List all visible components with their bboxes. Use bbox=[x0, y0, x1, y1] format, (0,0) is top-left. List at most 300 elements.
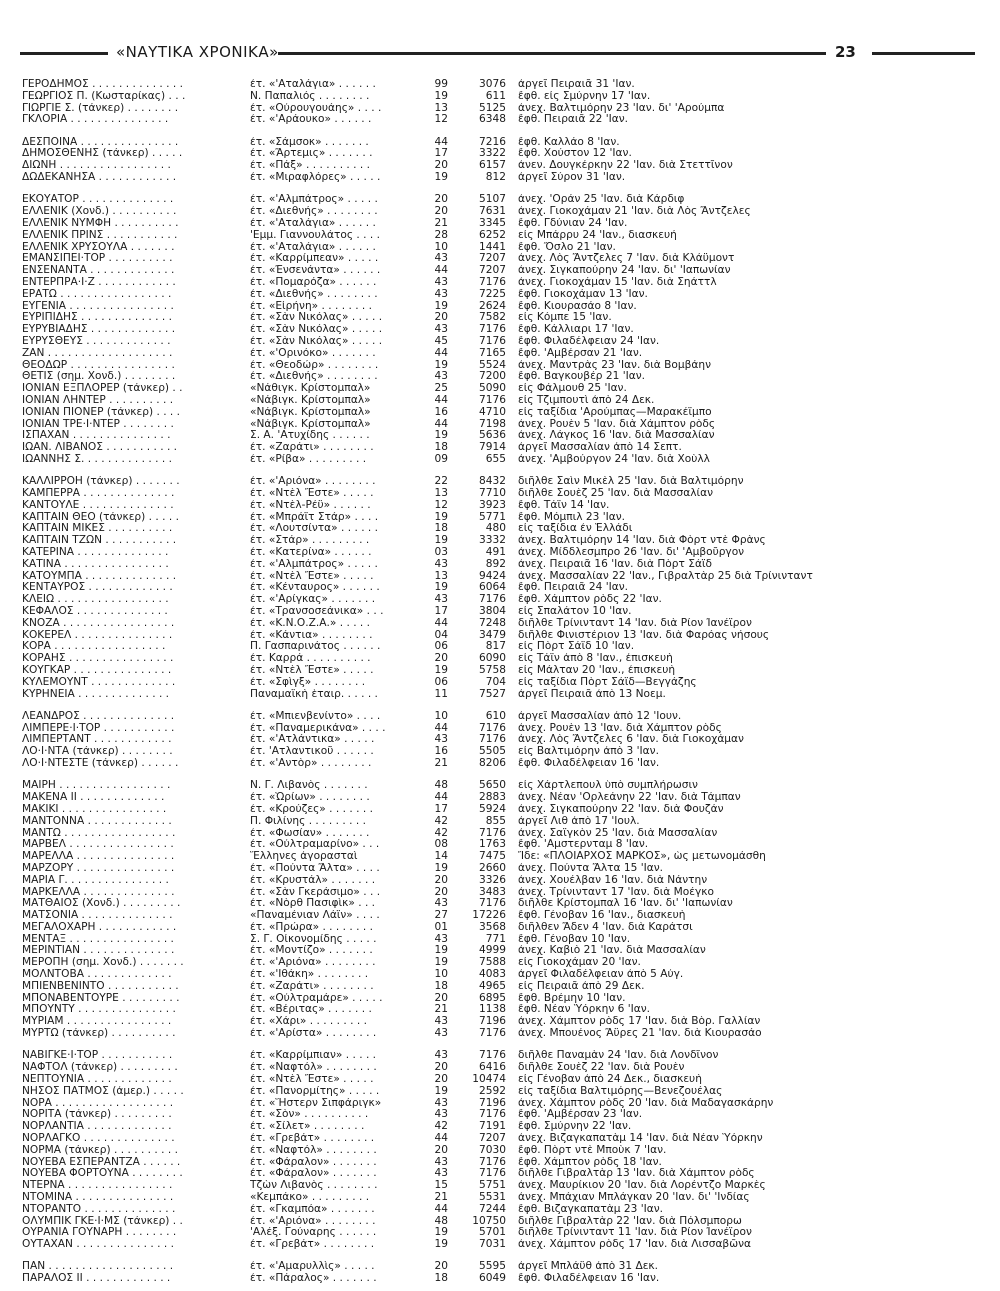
ship-owner: Τζὼν Λιβανὸς . . . . . . . . bbox=[250, 1180, 378, 1192]
ship-position: εἰς Πὸρτ Σάϊδ 10 'Ιαν. bbox=[518, 641, 635, 653]
ship-built-year: 13 bbox=[434, 570, 448, 582]
table-row bbox=[22, 535, 982, 547]
ship-built-year: 19 bbox=[434, 172, 448, 184]
ship-built-year: 04 bbox=[434, 629, 448, 641]
ship-position: ἀνεχ. Πειραιᾶ 16 'Ιαν. διὰ Πὸρτ Σάϊδ bbox=[518, 558, 712, 570]
ship-built-year: 19 bbox=[434, 300, 448, 312]
ship-name: ΘΕΟΔΩΡ . . . . . . . . . . . . . . . . bbox=[22, 359, 175, 371]
ship-tonnage: 3345 bbox=[479, 217, 506, 229]
table-row bbox=[22, 922, 982, 934]
ship-tonnage: 7165 bbox=[479, 347, 506, 359]
ship-name: ΔΙΩΝΗ . . . . . . . . . . . . . . . . . bbox=[22, 160, 171, 172]
ship-position: διῆλθε Τρίνινταντ 14 'Ιαν. διὰ Ρίον Ἰανέϊρον bbox=[518, 617, 752, 629]
ship-built-year: 44 bbox=[434, 1203, 448, 1215]
ship-name: ΝΗΣΟΣ ΠΑΤΜΟΣ (ἀμερ.) . . . . . bbox=[22, 1085, 184, 1097]
ship-owner: ἐτ. «'Αρίστα» . . . . . . . . bbox=[250, 1028, 377, 1040]
ship-built-year: 43 bbox=[434, 1097, 448, 1109]
ship-tonnage: 5125 bbox=[479, 102, 506, 114]
ship-name: ΝΟΥΕΒΑ ΦΟΡΤΟΥΝΑ . . . . . . . . bbox=[22, 1168, 183, 1180]
table-row bbox=[22, 618, 982, 630]
ship-name: ΚΑΝΤΟΥΛΕ . . . . . . . . . . . . . . bbox=[22, 499, 174, 511]
ship-name: ΚΛΕΙΩ . . . . . . . . . . . . . . . . . bbox=[22, 594, 169, 606]
ship-tonnage: 7176 bbox=[479, 276, 506, 288]
ship-position: ἔφθ. Τάϊν 14 'Ιαν. bbox=[518, 499, 610, 511]
ship-owner: ἐτ. «Ναφτόλ» . . . . . . . . bbox=[250, 1062, 377, 1074]
ship-built-year: 43 bbox=[434, 1016, 448, 1028]
ship-built-year: 20 bbox=[434, 1261, 448, 1273]
ship-name: ΛΟ·Ι·ΝΤΕΣΤΕ (τάνκερ) . . . . . . bbox=[22, 758, 179, 770]
ship-name: ΚΑΠΤΑΙΝ ΤΖΩΝ . . . . . . . . . . . bbox=[22, 535, 177, 547]
ship-tonnage: 892 bbox=[485, 558, 506, 570]
ship-position: διῆλθε Τρίνινταντ 11 'Ιαν. διὰ Ρίον Ἰανέϊρον bbox=[518, 1227, 752, 1239]
ship-built-year: 17 bbox=[434, 148, 448, 160]
table-row bbox=[22, 1086, 982, 1098]
ship-position: ἀνεχ. Χάμπτον ρὸδς 20 'Ιαν. διὰ Μαδαγασκάρην bbox=[518, 1097, 774, 1109]
ship-built-year: 44 bbox=[434, 617, 448, 629]
ship-built-year: 20 bbox=[434, 312, 448, 324]
ship-name: ΜΕΡΙΝΤΙΑΝ . . . . . . . . . . . . . . bbox=[22, 945, 175, 957]
table-row bbox=[22, 289, 982, 301]
table-row bbox=[22, 898, 982, 910]
ship-built-year: 43 bbox=[434, 594, 448, 606]
ship-tonnage: 7196 bbox=[479, 1097, 506, 1109]
group-spacer bbox=[22, 700, 982, 711]
ship-position: ἀνεχ. Μασσαλίαν 22 'Ιαν., Γιβραλτὰρ 25 διὰ Τρίνινταντ bbox=[518, 570, 813, 582]
ship-owner: ἐτ. «Σίλετ» . . . . . . . . bbox=[250, 1121, 365, 1133]
ship-tonnage: 771 bbox=[485, 933, 506, 945]
ship-owner: ἐτ. «Γρεβάτ» . . . . . . . . bbox=[250, 1239, 375, 1251]
ship-tonnage: 3483 bbox=[479, 886, 506, 898]
ship-built-year: 21 bbox=[434, 1004, 448, 1016]
ship-built-year: 43 bbox=[434, 324, 448, 336]
ship-name: ΝΟΡΜΑ (τάνκερ) . . . . . . . . . . bbox=[22, 1144, 178, 1156]
ship-built-year: 27 bbox=[434, 910, 448, 922]
ship-built-year: 14 bbox=[434, 851, 448, 863]
ship-name: ΚΕΝΤΑΥΡΟΣ . . . . . . . . . . . . . bbox=[22, 582, 173, 594]
ship-position: ἀνεχ. Σιγκαπούρην 22 'Ιαν. διὰ Φουζάν bbox=[518, 803, 724, 815]
ship-position: ἔφθ. Βρέμην 10 'Ιαν. bbox=[518, 992, 626, 1004]
ship-built-year: 20 bbox=[434, 874, 448, 886]
table-row bbox=[22, 677, 982, 689]
ship-name: ΜΑΤΘΑΙΟΣ (Χονδ.) . . . . . . . . . bbox=[22, 898, 181, 910]
ship-built-year: 20 bbox=[434, 1062, 448, 1074]
publication-title: «ΝΑΥΤΙΚΑ ΧΡΟΝΙΚΑ» bbox=[116, 43, 279, 61]
ship-position: ἀνεχ. Χάμπτον ρὸδς 17 'Ιαν. διὰ Λισσαβῶνα bbox=[518, 1239, 751, 1251]
ship-position: ἀνεχ. 'Οράν 25 'Ιαν. διὰ Κάρδιφ bbox=[518, 194, 685, 206]
ship-owner: ἐτ. «Μπιενβενίντο» . . . . bbox=[250, 710, 381, 722]
ship-owner: ἐτ. «Ἄρτεμις» . . . . . . . bbox=[250, 148, 373, 160]
ship-owner: ἐτ. «Στάρ» . . . . . . . . . bbox=[250, 535, 370, 547]
ship-owner: ἐτ. «Πρώρα» . . . . . . . . bbox=[250, 921, 373, 933]
ship-built-year: 43 bbox=[434, 898, 448, 910]
table-row bbox=[22, 734, 982, 746]
ship-built-year: 45 bbox=[434, 335, 448, 347]
table-row bbox=[22, 1004, 982, 1016]
ship-built-year: 10 bbox=[434, 710, 448, 722]
ship-built-year: 48 bbox=[434, 1215, 448, 1227]
table-row bbox=[22, 630, 982, 642]
ship-tonnage: 9424 bbox=[479, 570, 506, 582]
ship-owner: ἐτ. «Εἰρήνη» . . . . . . . . bbox=[250, 300, 373, 312]
table-row bbox=[22, 242, 982, 254]
table-row bbox=[22, 828, 982, 840]
ship-position: ἀργεῖ Φιλαδέλφειαν ἀπὸ 5 Αὐγ. bbox=[518, 969, 684, 981]
ship-name: ΝΤΟΡΑΝΤΟ . . . . . . . . . . . . . . bbox=[22, 1203, 176, 1215]
ship-built-year: 43 bbox=[434, 558, 448, 570]
ship-tonnage: 7176 bbox=[479, 1109, 506, 1121]
ship-position: ἀνεχ. Μίδδλεσμπρο 26 'Ιαν. δι' 'Αμβοῦργον bbox=[518, 546, 745, 558]
ship-built-year: 43 bbox=[434, 288, 448, 300]
table-row bbox=[22, 792, 982, 804]
ship-tonnage: 5524 bbox=[479, 359, 506, 371]
table-row bbox=[22, 547, 982, 559]
table-row bbox=[22, 780, 982, 792]
ship-owner: ἐτ. «Ὡρίων» . . . . . . . . bbox=[250, 792, 370, 804]
ship-owner: ἐτ. «Μιραφλόρες» . . . . . bbox=[250, 172, 381, 184]
ship-tonnage: 1138 bbox=[479, 1004, 506, 1016]
ship-name: ΜΠΙΕΝΒΕΝΙΝΤΟ . . . . . . . . . . . bbox=[22, 980, 179, 992]
ship-built-year: 10 bbox=[434, 241, 448, 253]
ship-built-year: 99 bbox=[434, 79, 448, 90]
ship-built-year: 12 bbox=[434, 114, 448, 126]
ship-position: ἔφθ. Νέαν Ὑόρκην 6 'Ιαν. bbox=[518, 1004, 651, 1016]
ship-name: ΜΑΡΙΑ Γ. . . . . . . . . . . . . . . . bbox=[22, 874, 169, 886]
ship-name: ΚΟΥΓΚΑΡ . . . . . . . . . . . . . . . bbox=[22, 664, 172, 676]
ship-name: ΜΑΡΕΛΛΑ . . . . . . . . . . . . . . . bbox=[22, 851, 175, 863]
ship-position: εἰς Γένοβαν ἀπὸ 24 Δεκ., διασκευὴ bbox=[518, 1073, 702, 1085]
ship-tonnage: 7207 bbox=[479, 1132, 506, 1144]
table-row bbox=[22, 582, 982, 594]
ship-owner: ἐτ. «'Αλμπάτρος» . . . . . bbox=[250, 194, 378, 206]
ship-built-year: 19 bbox=[434, 359, 448, 371]
table-row bbox=[22, 910, 982, 922]
ship-owner: ἐτ. «Ντὲλ Ἔστε» . . . . . bbox=[250, 488, 374, 499]
ship-tonnage: 7225 bbox=[479, 288, 506, 300]
ship-position: ἀργεῖ Μασσαλίαν ἀπὸ 12 'Ιουν. bbox=[518, 710, 682, 722]
ship-position: ἀνεχ. Λὸς Ἄντζελες 7 'Ιαν. διὰ Κλάϋμοντ bbox=[518, 253, 735, 265]
table-row bbox=[22, 1028, 982, 1040]
table-row bbox=[22, 230, 982, 242]
ship-name: ΜΑΡΚΕΛΛΑ . . . . . . . . . . . . . . bbox=[22, 886, 175, 898]
table-row bbox=[22, 1261, 982, 1273]
ship-tonnage: 6157 bbox=[479, 160, 506, 172]
ship-owner: ἐτ. «Πάραλος» . . . . . . . bbox=[250, 1273, 377, 1285]
ship-owner: ἐτ. «Διεθνής» . . . . . . . . bbox=[250, 371, 378, 383]
ship-built-year: 43 bbox=[434, 1156, 448, 1168]
ship-tonnage: 8432 bbox=[479, 476, 506, 488]
ship-built-year: 18 bbox=[434, 523, 448, 535]
table-row bbox=[22, 360, 982, 372]
ship-owner: ἐτ. «Πομαρόζα» . . . . . . bbox=[250, 276, 377, 288]
table-row bbox=[22, 348, 982, 360]
ship-built-year: 43 bbox=[434, 933, 448, 945]
ship-built-year: 43 bbox=[434, 253, 448, 265]
ship-built-year: 20 bbox=[434, 1073, 448, 1085]
table-row bbox=[22, 194, 982, 206]
ship-position: ἔφθ. Φιλαδέλφειαν 16 'Ιαν. bbox=[518, 1273, 660, 1285]
ship-built-year: 18 bbox=[434, 442, 448, 454]
ship-owner: 'Εμμ. Γιαννουλάτος . . . . bbox=[250, 229, 381, 241]
ship-position: διῆλθε Παναμὰν 24 'Ιαν. διὰ Λονδῖνον bbox=[518, 1050, 719, 1062]
ship-built-year: 16 bbox=[434, 746, 448, 758]
ship-tonnage: 2592 bbox=[479, 1085, 506, 1097]
ship-built-year: 17 bbox=[434, 605, 448, 617]
ship-tonnage: 2624 bbox=[479, 300, 506, 312]
ship-tonnage: 5751 bbox=[479, 1180, 506, 1192]
ship-position: ἀνεχ. Μαντρὰς 23 'Ιαν. διὰ Βομβάην bbox=[518, 359, 711, 371]
table-row bbox=[22, 1204, 982, 1216]
ship-owner: Σ. Γ. Οἰκονομίδης . . . . . bbox=[250, 933, 377, 945]
ship-tonnage: 7710 bbox=[479, 488, 506, 499]
ship-built-year: 43 bbox=[434, 1168, 448, 1180]
ship-owner: «Νάβιγκ. Κρίστομπαλ» bbox=[250, 406, 371, 418]
ship-owner: ἐτ. «Βέριτας» . . . . . . . bbox=[250, 1004, 372, 1016]
ship-position: διῆλθε Σουὲζ 22 'Ιαν. διὰ Ρουὲν bbox=[518, 1062, 685, 1074]
ship-position: ἔφθ. Πειραιᾶ 22 'Ιαν. bbox=[518, 114, 629, 126]
ship-tonnage: 7588 bbox=[479, 957, 506, 969]
ship-movements-table bbox=[22, 79, 982, 1285]
ship-owner: ἐτ. «Θεοδώρ» . . . . . . . . bbox=[250, 359, 379, 371]
ship-name: ΚΑΤΙΝΑ . . . . . . . . . . . . . . . . bbox=[22, 558, 169, 570]
ship-built-year: 19 bbox=[434, 582, 448, 594]
ship-position: διῆλθε Γιβραλτὰρ 13 'Ιαν. διὰ Χάμπτον ρὸδς bbox=[518, 1168, 755, 1180]
ship-owner: ἐτ. «Ἥστερν Σιπφάριγκ» bbox=[250, 1097, 382, 1109]
table-row bbox=[22, 711, 982, 723]
ship-built-year: 20 bbox=[434, 194, 448, 206]
page-header bbox=[20, 43, 975, 65]
group-spacer bbox=[22, 466, 982, 477]
table-row bbox=[22, 945, 982, 957]
ship-name: ΜΑΚΙΚΙ . . . . . . . . . . . . . . . . bbox=[22, 803, 167, 815]
ship-owner: ἐτ. «Πούντα Ἄλτα» . . . . bbox=[250, 862, 380, 874]
ship-owner: ἐτ. «Οὐρουγουάης» . . . . bbox=[250, 102, 382, 114]
ship-tonnage: 6252 bbox=[479, 229, 506, 241]
ship-owner: ἐτ. Καρρά . . . . . . . . . . bbox=[250, 653, 371, 665]
ship-position: διῆλθε Σουὲζ 25 'Ιαν. διὰ Μασσαλίαν bbox=[518, 488, 714, 499]
ship-tonnage: 5090 bbox=[479, 383, 506, 395]
ship-name: ΚΑΠΤΑΙΝ ΜΙΚΕΣ . . . . . . . . . . bbox=[22, 523, 173, 535]
ship-position: ἔφθ. Γένοβαν 16 'Ιαν., διασκευὴ bbox=[518, 910, 686, 922]
table-row bbox=[22, 1273, 982, 1285]
ship-name: ΔΗΜΟΣΘΕΝΗΣ (τάνκερ) . . . . . bbox=[22, 148, 183, 160]
ship-owner: «Νάθιγκ. Κρίστομπαλ» bbox=[250, 383, 371, 395]
table-row bbox=[22, 1098, 982, 1110]
ship-built-year: 44 bbox=[434, 792, 448, 804]
ship-built-year: 19 bbox=[434, 862, 448, 874]
ship-tonnage: 7198 bbox=[479, 418, 506, 430]
ship-tonnage: 10750 bbox=[472, 1215, 506, 1227]
ship-position: ἔφθ. 'Αμβέρσαν 23 'Ιαν. bbox=[518, 1109, 643, 1121]
ship-tonnage: 5701 bbox=[479, 1227, 506, 1239]
ship-name: ΛΕΑΝΔΡΟΣ . . . . . . . . . . . . . . bbox=[22, 710, 175, 722]
table-row bbox=[22, 653, 982, 665]
ship-name: ΚΑΤΕΡΙΝΑ . . . . . . . . . . . . . . bbox=[22, 546, 169, 558]
table-row bbox=[22, 407, 982, 419]
ship-position: ἔφθ. Χάμπτον ρὸδς 18 'Ιαν. bbox=[518, 1156, 662, 1168]
ship-tonnage: 7176 bbox=[479, 1028, 506, 1040]
ship-owner: ἐτ. «'Αλμπάτρος» . . . . . bbox=[250, 558, 378, 570]
ship-name: ΜΑΡΖΟΡΥ . . . . . . . . . . . . . . . bbox=[22, 862, 175, 874]
ship-name: ΔΕΣΠΟΙΝΑ . . . . . . . . . . . . . . . bbox=[22, 136, 179, 148]
ship-position: ἔφθ. Γιοκοχάμαν 13 'Ιαν. bbox=[518, 288, 648, 300]
ship-built-year: 06 bbox=[434, 641, 448, 653]
ship-owner: ἐτ. «Ντὲλ-Ρέϋ» . . . . . . bbox=[250, 499, 371, 511]
ship-owner: ἐτ. «Ναφτόλ» . . . . . . . . bbox=[250, 1144, 377, 1156]
ship-position: διῆλθεν Ἄδεν 4 'Ιαν. διὰ Καράτσι bbox=[518, 921, 693, 933]
ship-position: ἀνεχ. Γιοκοχάμαν 15 'Ιαν. διὰ Σηάττλ bbox=[518, 276, 717, 288]
ship-name: ΙΟΝΙΑΝ ΠΙΟΝΕΡ (τάνκερ) . . . . bbox=[22, 406, 181, 418]
ship-built-year: 20 bbox=[434, 992, 448, 1004]
ship-name: ΜΑΝΤΟΝΝΑ . . . . . . . . . . . . . bbox=[22, 815, 172, 827]
table-row bbox=[22, 1227, 982, 1239]
ship-name: ΝΟΡΛΑΝΤΙΑ . . . . . . . . . . . . . bbox=[22, 1121, 172, 1133]
table-row bbox=[22, 114, 982, 126]
ship-owner: ἐτ. «'Αριόνα» . . . . . . . . bbox=[250, 476, 376, 488]
ship-name: ΝΟΥΕΒΑ ΕΣΠΕΡΑΝΤΖΑ . . . . . . bbox=[22, 1156, 181, 1168]
group-spacer bbox=[22, 1251, 982, 1262]
table-row bbox=[22, 395, 982, 407]
ship-tonnage: 5505 bbox=[479, 746, 506, 758]
ship-tonnage: 7176 bbox=[479, 1050, 506, 1062]
ship-name: ΝΤΟΜΙΝΑ . . . . . . . . . . . . . . . bbox=[22, 1191, 174, 1203]
table-row bbox=[22, 91, 982, 103]
ship-tonnage: 5636 bbox=[479, 430, 506, 442]
table-row bbox=[22, 887, 982, 899]
ship-name: ΚΑΜΠΕΡΡΑ . . . . . . . . . . . . . . bbox=[22, 488, 175, 499]
header-rule-left bbox=[20, 52, 108, 55]
ship-position: ἀνεχ. Βαλτιμόρην 23 'Ιαν. δι' 'Αρούμπα bbox=[518, 102, 725, 114]
ship-position: ἀνεν. Δουγκέρκην 22 'Ιαν. διὰ Στεττῖνον bbox=[518, 160, 733, 172]
ship-tonnage: 610 bbox=[485, 710, 506, 722]
table-row bbox=[22, 851, 982, 863]
ship-built-year: 44 bbox=[434, 722, 448, 734]
table-row bbox=[22, 689, 982, 701]
ship-built-year: 43 bbox=[434, 1028, 448, 1040]
ship-owner: ἐτ. «Φωσίαν» . . . . . . . bbox=[250, 827, 370, 839]
ship-tonnage: 3479 bbox=[479, 629, 506, 641]
table-row bbox=[22, 1016, 982, 1028]
table-row bbox=[22, 839, 982, 851]
ship-tonnage: 3923 bbox=[479, 499, 506, 511]
ship-tonnage: 7176 bbox=[479, 722, 506, 734]
ship-position: Ἴδε: «ΠΛΟΙΑΡΧΟΣ ΜΑΡΚΟΣ», ὡς μετωνομάσθη bbox=[518, 851, 766, 863]
ship-built-year: 44 bbox=[434, 136, 448, 148]
table-row bbox=[22, 488, 982, 500]
ship-owner: ἐτ. «Διεθνής» . . . . . . . . bbox=[250, 206, 378, 218]
ship-tonnage: 7191 bbox=[479, 1121, 506, 1133]
ship-owner: ἐτ. «Πάξ» . . . . . . . . . . bbox=[250, 160, 371, 172]
table-row bbox=[22, 641, 982, 653]
header-rule-right bbox=[872, 52, 975, 55]
ship-position: ἀνεχ. Λάγκος 16 'Ιαν. διὰ Μασσαλίαν bbox=[518, 430, 715, 442]
ship-name: ΜΑΤΣΟΝΙΑ . . . . . . . . . . . . . . bbox=[22, 910, 173, 922]
ship-built-year: 13 bbox=[434, 488, 448, 499]
ship-position: ἔφθ. Πὸρτ ντὲ Μποὺκ 7 'Ιαν. bbox=[518, 1144, 667, 1156]
table-row bbox=[22, 723, 982, 735]
ship-built-year: 17 bbox=[434, 803, 448, 815]
ship-built-year: 19 bbox=[434, 945, 448, 957]
ship-built-year: 12 bbox=[434, 499, 448, 511]
group-spacer bbox=[22, 1040, 982, 1051]
ship-name: ΙΩΑΝΝΗΣ Σ. . . . . . . . . . . . . . bbox=[22, 453, 172, 465]
ship-built-year: 19 bbox=[434, 664, 448, 676]
ship-owner: ἐτ. «Σὸν» . . . . . . . . . . bbox=[250, 1109, 369, 1121]
ship-owner: ἐτ. «'Αμαρυλλὶς» . . . . . bbox=[250, 1261, 375, 1273]
ship-owner: ἐτ. «'Αταλάγια» . . . . . . bbox=[250, 79, 376, 90]
ship-tonnage: 3326 bbox=[479, 874, 506, 886]
ship-tonnage: 7475 bbox=[479, 851, 506, 863]
ship-tonnage: 611 bbox=[485, 90, 506, 102]
ship-name: ΔΩΔΕΚΑΝΗΣΑ . . . . . . . . . . . . bbox=[22, 172, 177, 184]
group-spacer bbox=[22, 184, 982, 195]
ship-tonnage: 7031 bbox=[479, 1239, 506, 1251]
ship-name: ΛΙΜΠΕΡΤΑΝΤ . . . . . . . . . . . . bbox=[22, 734, 172, 746]
ship-built-year: 19 bbox=[434, 1227, 448, 1239]
ship-position: εἰς Τάϊν ἀπὸ 8 'Ιαν., ἐπισκευὴ bbox=[518, 653, 673, 665]
ship-name: ΕΡΑΤΩ . . . . . . . . . . . . . . . . . bbox=[22, 288, 172, 300]
ship-name: ΜΕΝΤΑΞ . . . . . . . . . . . . . . . . bbox=[22, 933, 174, 945]
ship-built-year: 44 bbox=[434, 1132, 448, 1144]
ship-name: ΚΑΠΤΑΙΝ ΘΕΟ (τάνκερ) . . . . . bbox=[22, 511, 179, 523]
ship-built-year: 22 bbox=[434, 476, 448, 488]
ship-owner: ἐτ. «Σὰν Νικόλας» . . . . . bbox=[250, 335, 383, 347]
ship-owner: ἐτ. «Κ.Ν.Ο.Ζ.Α.» . . . . . bbox=[250, 617, 371, 629]
ship-owner: ἐτ. «'Αντὸρ» . . . . . . . . bbox=[250, 758, 372, 770]
table-row bbox=[22, 324, 982, 336]
ship-name: ΚΝΟΖΑ . . . . . . . . . . . . . . . . . bbox=[22, 617, 175, 629]
ship-tonnage: 5771 bbox=[479, 511, 506, 523]
ship-position: εἰς Γιοκοχάμαν 20 'Ιαν. bbox=[518, 957, 641, 969]
ship-name: ΠΑΝ . . . . . . . . . . . . . . . . . . . bbox=[22, 1261, 174, 1273]
ship-name: ΛΟ·Ι·ΝΤΑ (τάνκερ) . . . . . . . . bbox=[22, 746, 173, 758]
ship-position: ἀνεχ. Νέαν 'Ορλεάνην 22 'Ιαν. διὰ Τάμπαν bbox=[518, 792, 741, 804]
ship-built-year: 03 bbox=[434, 546, 448, 558]
ship-owner: «Παναμένιαν Λάϊν» . . . . bbox=[250, 910, 380, 922]
ship-tonnage: 7914 bbox=[479, 442, 506, 454]
ship-built-year: 44 bbox=[434, 265, 448, 277]
ship-name: ΜΑΡΒΕΛ . . . . . . . . . . . . . . . . bbox=[22, 839, 174, 851]
table-row bbox=[22, 981, 982, 993]
table-row bbox=[22, 1239, 982, 1251]
ship-name: ΜΥΡΤΩ (τάνκερ) . . . . . . . . . . bbox=[22, 1028, 176, 1040]
ship-position: ἀργεῖ Πειραιᾶ ἀπὸ 13 Νοεμ. bbox=[518, 688, 666, 700]
table-row bbox=[22, 454, 982, 466]
ship-owner: «Κεμπάκο» . . . . . . . . . bbox=[250, 1191, 370, 1203]
ship-tonnage: 7200 bbox=[479, 371, 506, 383]
ship-position: ἀνεχ. Μπάχιαν Μπλάγκαν 20 'Ιαν. δι' 'Ινδίας bbox=[518, 1191, 750, 1203]
ship-tonnage: 6348 bbox=[479, 114, 506, 126]
ship-owner: ἐτ. «Σὰν Νικόλας» . . . . . bbox=[250, 312, 383, 324]
ship-name: ΝΤΕΡΝΑ . . . . . . . . . . . . . . . . bbox=[22, 1180, 173, 1192]
ship-owner: ἐτ. «Κάντια» . . . . . . . . bbox=[250, 629, 373, 641]
ship-tonnage: 7176 bbox=[479, 324, 506, 336]
ship-tonnage: 7176 bbox=[479, 734, 506, 746]
ship-position: ἔφθ. Μόμπιλ 23 'Ιαν. bbox=[518, 511, 626, 523]
ship-owner: ἐτ. «Φάραλον» . . . . . . . bbox=[250, 1156, 377, 1168]
ship-tonnage: 3322 bbox=[479, 148, 506, 160]
ship-built-year: 43 bbox=[434, 1050, 448, 1062]
table-row bbox=[22, 1145, 982, 1157]
ship-name: ΕΥΡΥΒΙΑΔΗΣ . . . . . . . . . . . . . bbox=[22, 324, 176, 336]
table-row bbox=[22, 523, 982, 535]
ship-position: ἔφθ. Χούστον 12 'Ιαν. bbox=[518, 148, 632, 160]
table-row bbox=[22, 1109, 982, 1121]
ship-position: εἰς Τζιμπουτὶ ἀπὸ 24 Δεκ. bbox=[518, 394, 655, 406]
ship-tonnage: 5758 bbox=[479, 664, 506, 676]
ship-position: ἀνεχ. Μαυρίκιον 20 'Ιαν. διὰ Λορέντζο Μαρκὲς bbox=[518, 1180, 766, 1192]
ship-name: ΓΚΛΟΡΙΑ . . . . . . . . . . . . . . . bbox=[22, 114, 169, 126]
ship-owner: ἐτ. «'Ατλάντικα» . . . . . bbox=[250, 734, 375, 746]
